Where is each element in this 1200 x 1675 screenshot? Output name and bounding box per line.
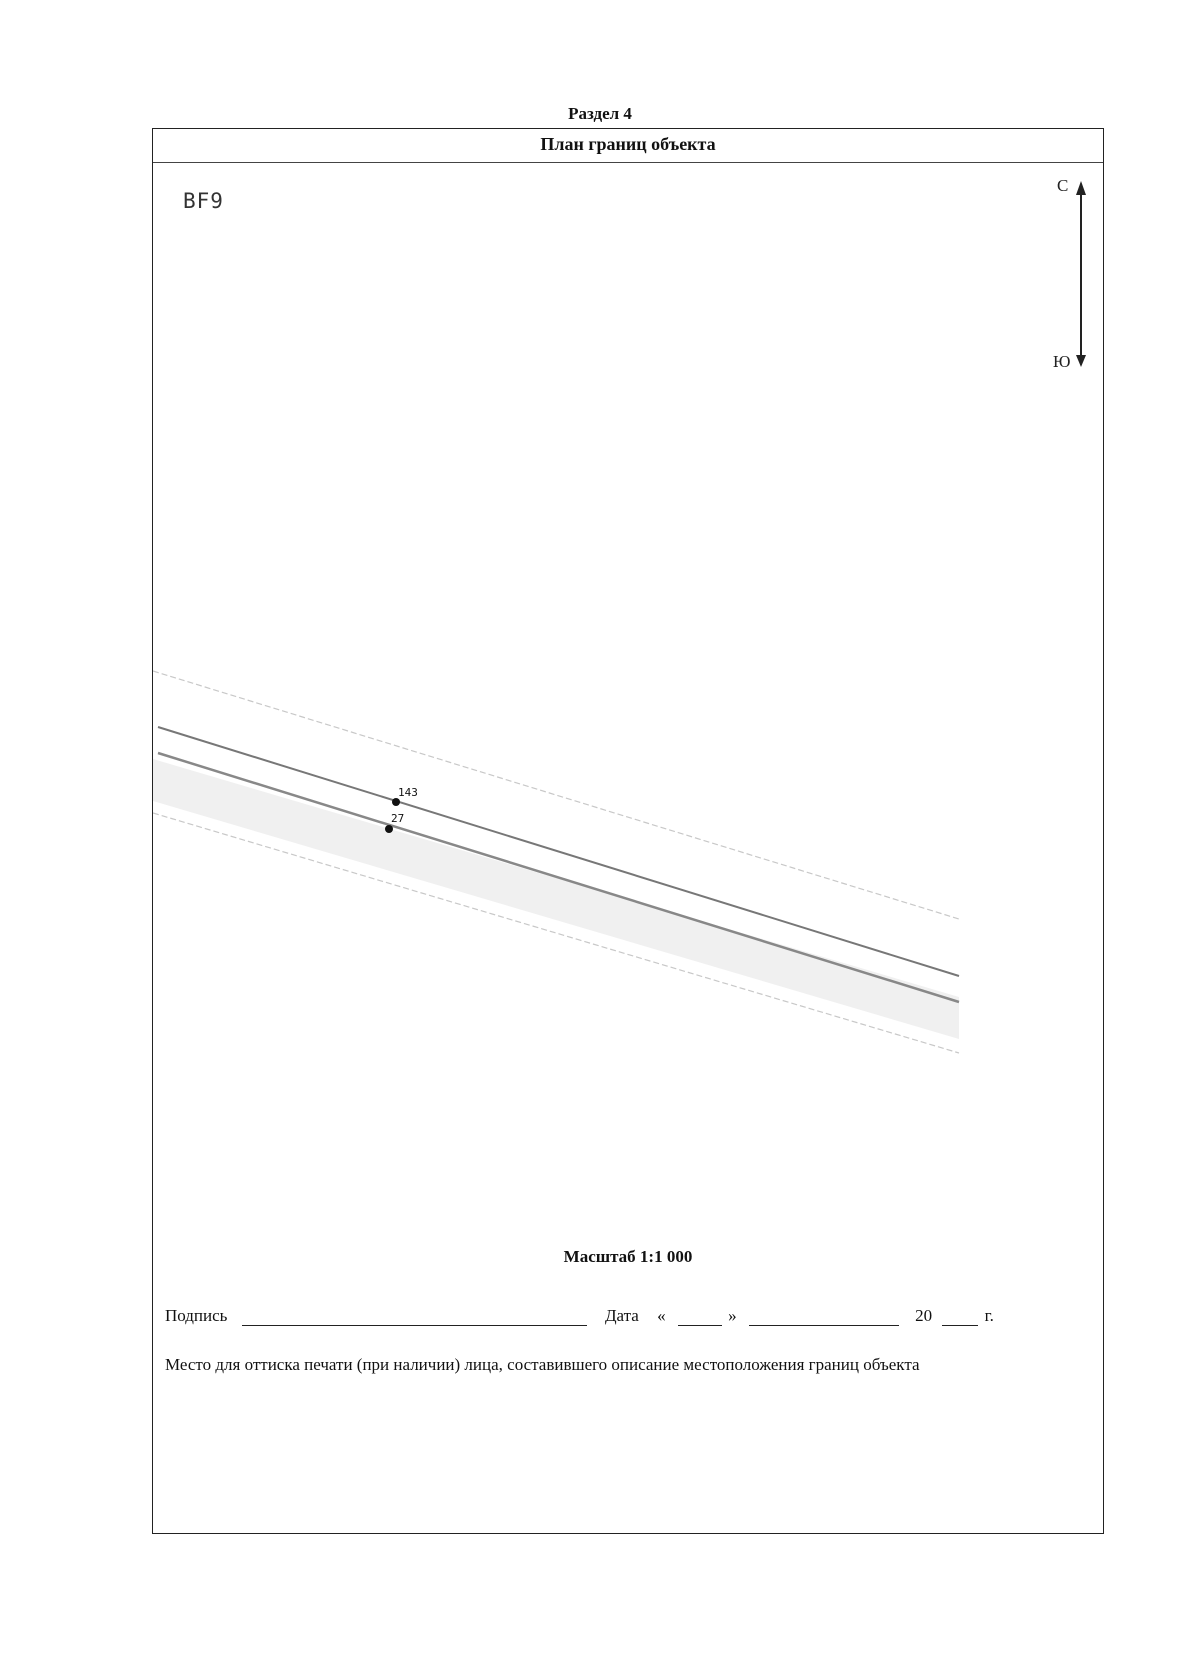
- date-day-field[interactable]: [678, 1305, 722, 1326]
- point-143: [392, 798, 400, 806]
- year-suffix: г.: [984, 1306, 994, 1325]
- sheet-code: BF9: [183, 189, 224, 213]
- signature-field[interactable]: [242, 1305, 587, 1326]
- plan-frame: [152, 128, 1104, 1534]
- boundary-line-upper: [158, 727, 959, 976]
- boundary-map: [153, 129, 1103, 1229]
- faint-line-bottom: [153, 813, 959, 1053]
- date-month-field[interactable]: [749, 1305, 899, 1326]
- compass-icon: [1053, 176, 1086, 371]
- date-quote-open: «: [657, 1306, 666, 1325]
- compass-north-label: С: [1057, 176, 1069, 195]
- point-27: [385, 825, 393, 833]
- year-field[interactable]: [942, 1305, 978, 1326]
- section-title: Раздел 4: [568, 104, 632, 123]
- signature-row: [165, 1305, 994, 1326]
- scale-label: Масштаб 1:1 000: [563, 1247, 693, 1266]
- date-quote-close: »: [728, 1306, 737, 1325]
- signature-label: Подпись: [165, 1306, 228, 1325]
- year-prefix: 20: [915, 1306, 933, 1325]
- stamp-note: Место для оттиска печати (при наличии) лица, составившего описание местоположения границ объекта: [165, 1355, 920, 1374]
- faint-band: [153, 759, 959, 1039]
- compass-south-label: Ю: [1053, 352, 1071, 371]
- date-label: Дата: [604, 1306, 639, 1325]
- boundary-line-lower: [158, 753, 959, 1002]
- point-143-label: 143: [398, 786, 418, 799]
- plan-title: План границ объекта: [153, 129, 1103, 163]
- point-27-label: 27: [391, 812, 405, 825]
